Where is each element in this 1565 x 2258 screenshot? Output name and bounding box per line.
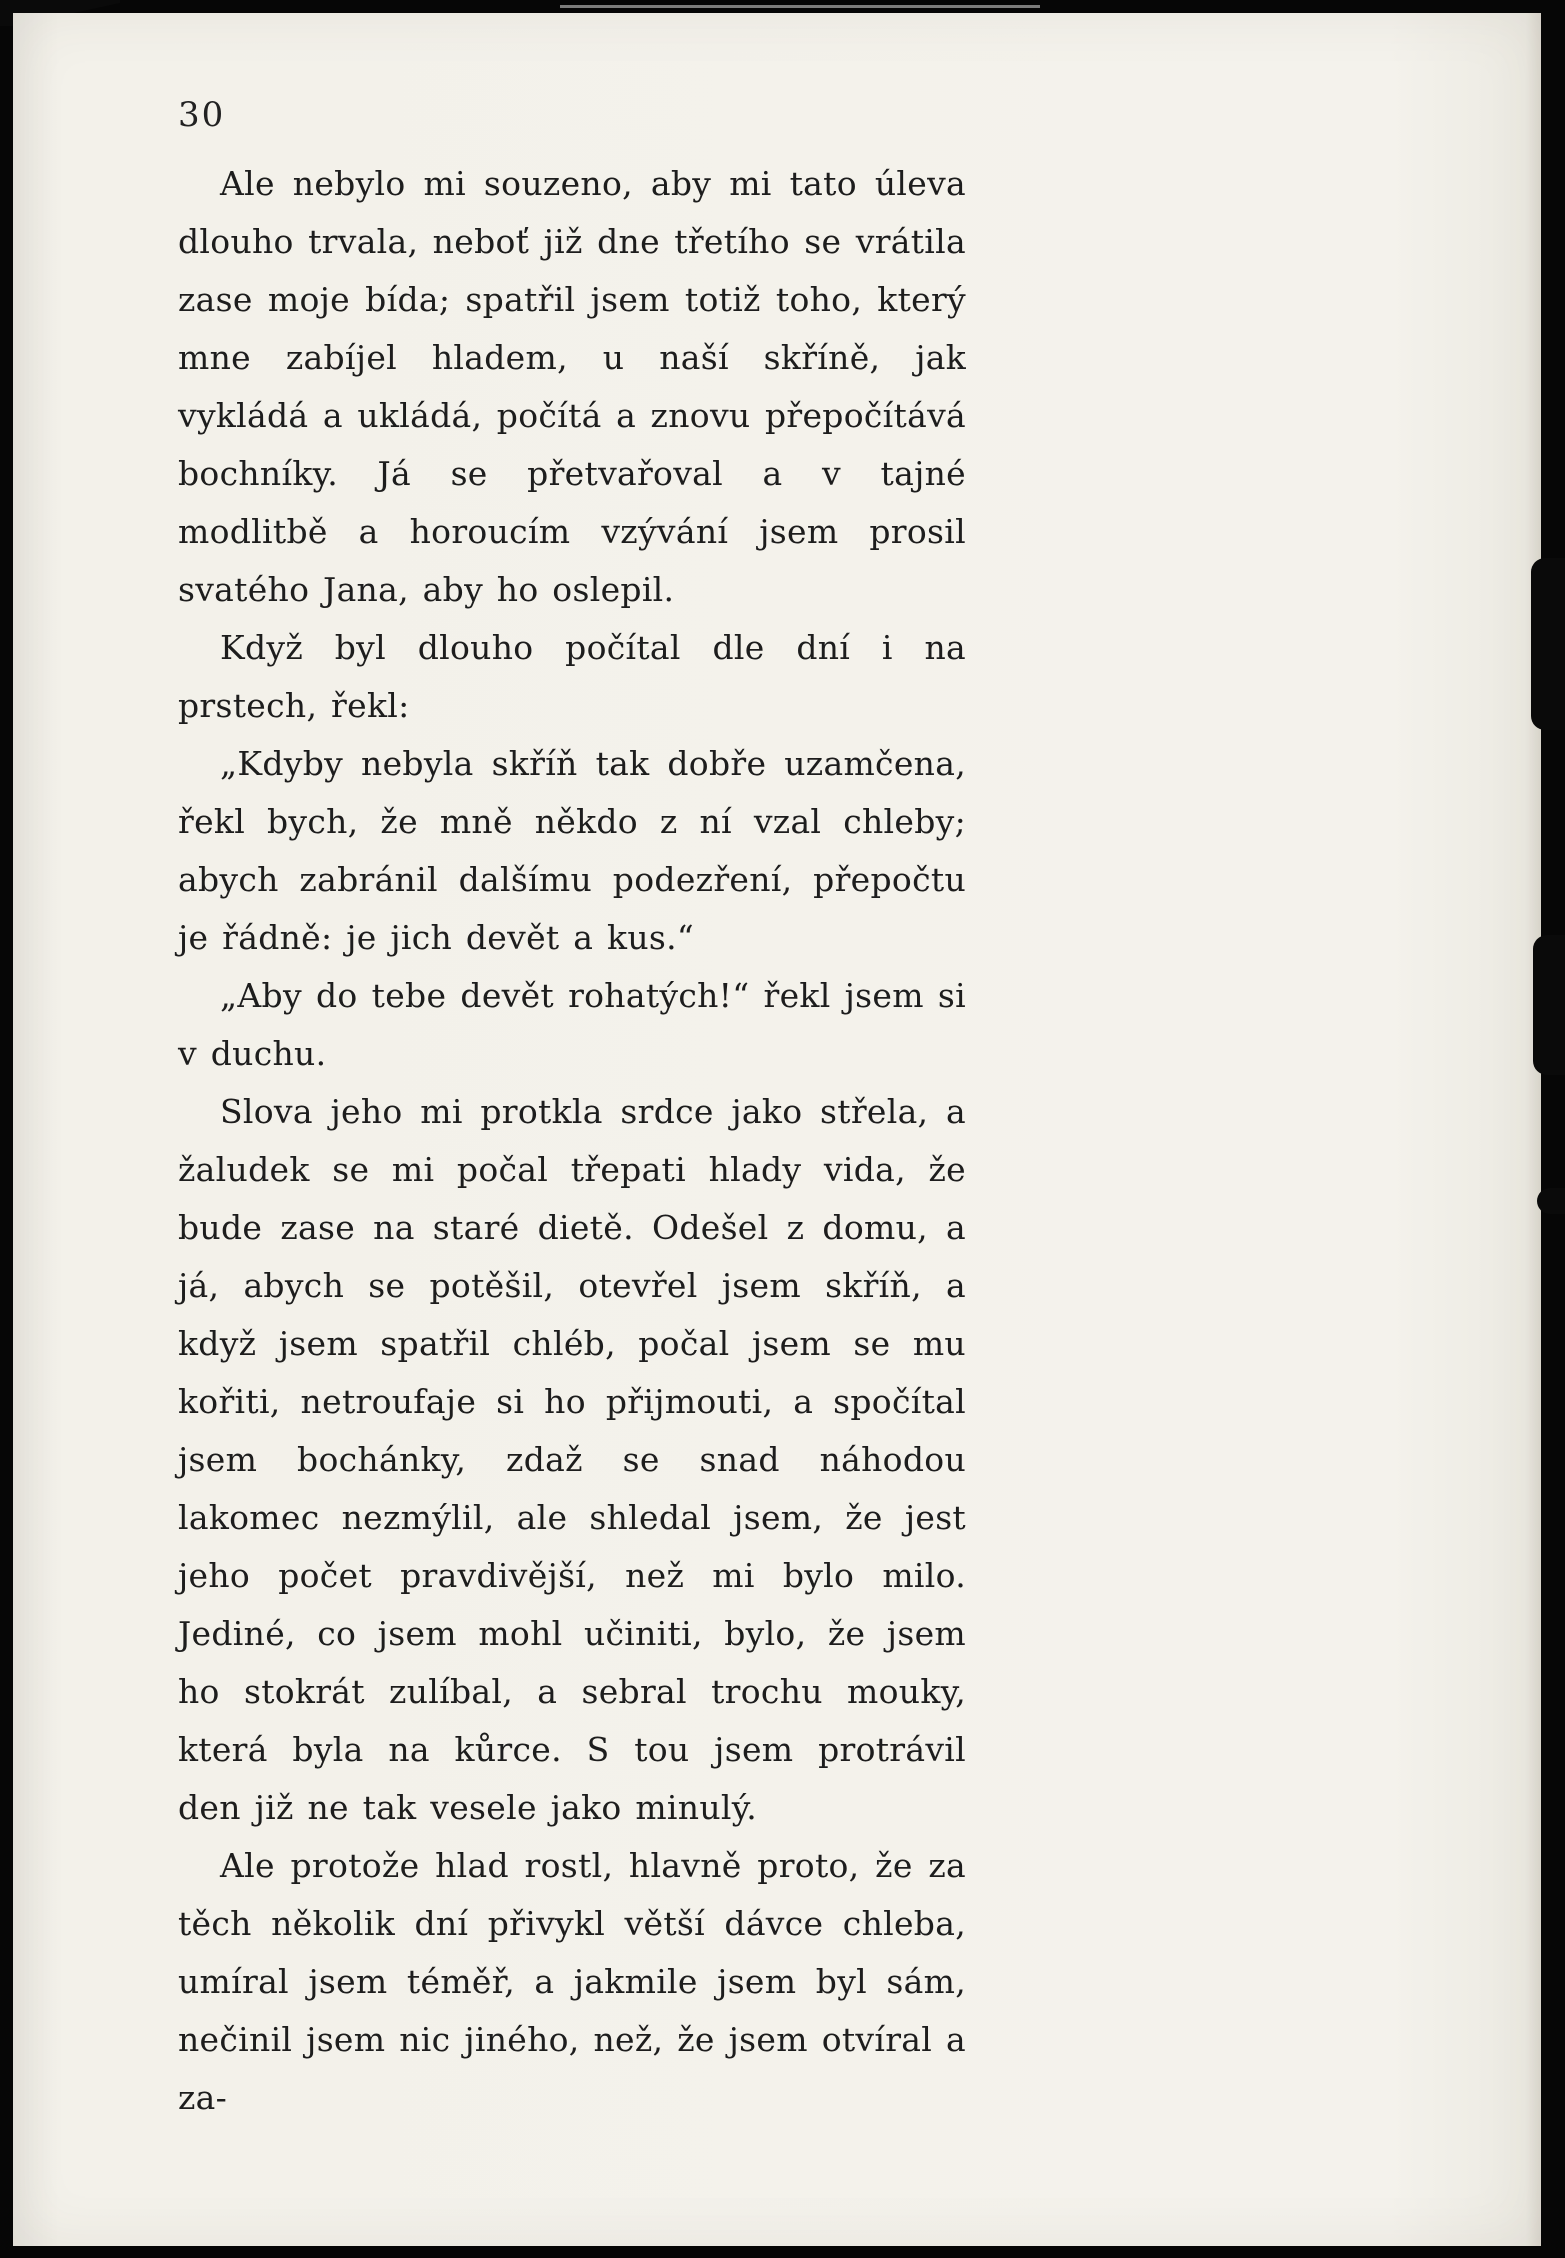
scan-edge-artifact bbox=[1533, 935, 1565, 1075]
paragraph: „Kdyby nebyla skříň tak dobře uzamčena, řekl bych, že mně někdo z ní vzal chleby; abych zabránil dalšímu podezření, přepočtu je řádně: je jich devět a kus.“ bbox=[178, 744, 966, 957]
text-block bbox=[178, 155, 966, 2127]
page-number: 30 bbox=[178, 95, 226, 135]
paragraph: Slova jeho mi protkla srdce jako střela, a žaludek se mi počal třepati hlady vida, že bude zase na staré dietě. Odešel z domu, a já, abych se potěšil, otevřel jsem skříň, a když jsem spatřil chléb, počal jsem se mu kořiti, netroufaje si ho přijmouti, a spočítal jsem bochánky, zdaž se snad náhodou lakomec nezmýlil, ale shledal jsem, že jest jeho počet pravdivější, než mi bylo milo. Jediné, co jsem mohl učiniti, bylo, že jsem ho stokrát zulíbal, a sebral trochu mouky, která byla na kůrce. S tou jsem protrávil den již ne tak vesele jako minulý. bbox=[178, 1092, 966, 1827]
paragraph: Když byl dlouho počítal dle dní i na prstech, řekl: bbox=[178, 628, 966, 725]
book-page bbox=[13, 13, 1541, 2246]
scan-edge-artifact bbox=[1537, 1188, 1565, 1214]
paragraph: Ale nebylo mi souzeno, aby mi tato úleva dlouho trvala, neboť již dne třetího se vrátila zase moje bída; spatřil jsem totiž toho, který mne zabíjel hladem, u naší skříně, jak vykládá a ukládá, počítá a znovu přepočítává bochníky. Já se přetvařoval a v tajné modlitbě a horoucím vzývání jsem prosil svatého Jana, aby ho oslepil. bbox=[178, 164, 966, 609]
paragraph: Ale protože hlad rostl, hlavně proto, že za těch několik dní přivykl větší dávce chleba, umíral jsem téměř, a jakmile jsem byl sám, nečinil jsem nic jiného, než, že jsem otvíral a za- bbox=[178, 1846, 966, 2117]
paragraph: „Aby do tebe devět rohatých!“ řekl jsem si v duchu. bbox=[178, 976, 966, 1073]
scan-top-edge-artifact bbox=[560, 5, 1040, 8]
scan-edge-artifact bbox=[1531, 558, 1565, 730]
